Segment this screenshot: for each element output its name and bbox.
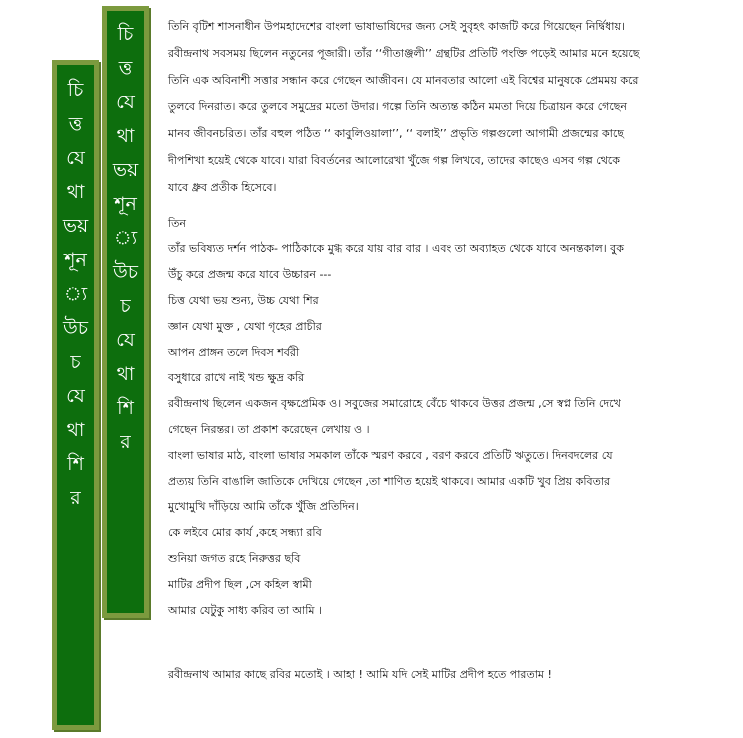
intro-line: রবীন্দ্রনাথ সবসময় ছিলেন নতুনের পূজারী। তাঁর ‘‘গীতাঞ্জলী’’ গ্রন্থটির প্রতিটি পংক্তি পড়েই আমার মনে হয়েছে [168, 46, 640, 60]
banner-glyph: চি [117, 23, 134, 45]
text-line: মাটির প্রদীপ ছিল ,সে কহিল স্বামী [168, 577, 312, 591]
banner-glyph: ত্ত [68, 113, 83, 135]
banner-glyph: যে [116, 91, 135, 113]
banner-glyph: থা [66, 181, 85, 203]
text-line: উঁচু করে প্রজন্ম করে যাবে উচ্চারন --- [168, 268, 332, 282]
banner-glyph: যে [66, 385, 85, 407]
text-line: বাংলা ভাষার মাঠ, বাংলা ভাষার সমকাল তাঁকে স্মরণ করবে , বরণ করবে প্রতিটি ঋতুতে। দিনবদলের যে [168, 448, 613, 462]
text-line: আপন প্রাঙ্গন তলে দিবস শর্বরী [168, 345, 300, 359]
banner-glyph: ্য [63, 283, 88, 305]
banner-glyph: ত্ত [118, 57, 133, 79]
banner-glyph: চি [67, 79, 84, 101]
intro-line: মানব জীবনচরিত। তাঁর বহুল পঠিত ‘‘ কাবুলিওয়ালা’’, ‘‘ বলাই’’ প্রভৃতি গল্পগুলো আগামী প্রজন্মের কাছে [168, 127, 624, 141]
text-line: গেছেন নিরন্তর। তা প্রকাশ করেছেন লেখায় ও । [168, 422, 370, 436]
banner-glyph: ভয় [62, 215, 89, 237]
text-line: প্রত্যয় তিনি বাঙালি জাতিকে দেখিয়ে গেছেন ,তা শাণিত হয়েই থাকবে। আমার একটি খুব প্রিয় কবিতার [168, 474, 611, 488]
intro-paragraph [168, 14, 728, 202]
text-line: রবীন্দ্রনাথ ছিলেন একজন বৃক্ষপ্রেমিক ও। সবুজের সমারোহে বেঁচে থাকবে উত্তর প্রজন্ম ,সে স্বপ্ন তিনি দেখে [168, 397, 621, 411]
banner-glyph: র [70, 487, 81, 509]
section-title: তিন [168, 216, 186, 230]
banner-glyph: শূন [114, 193, 137, 215]
banner-glyph: চ [70, 351, 81, 373]
intro-line: তিনি বৃটিশ শাসনাধীন উপমহাদেশের বাংলা ভাষাভাষিদের জন্য সেই সুবৃহৎ কাজটি করে গিয়েছেন নির্দ্বিধায়। [168, 20, 625, 33]
intro-line: দীপশিখা হয়েই থেকে যাবে। যারা বিবর্তনের আলোরেখা খুঁজে গল্প লিখবে, তাদের কাছেও এসব গল্প থেকে [168, 153, 620, 167]
banner-glyph: উচ [112, 261, 139, 283]
text-line: জ্ঞান যেথা মুক্ত , যেথা গৃহের প্রাচীর [168, 319, 322, 333]
text-line: মুখোমুখি দাঁড়িয়ে আমি তাঁকে খুঁজি প্রতিদিন। [168, 500, 359, 514]
text-line: কে লইবে মোর কার্য ,কহে সন্ধ্যা রবি [168, 526, 322, 540]
intro-line: যাবে ধ্রুব প্রতীক হিসেবে। [168, 180, 277, 194]
article-body [168, 14, 728, 623]
banner-glyph: শি [67, 453, 84, 475]
banner-glyph: যে [66, 147, 85, 169]
banner-glyph: থা [66, 419, 85, 441]
banner-glyph: থা [116, 363, 135, 385]
text-line: শুনিয়া জগত রহে নিরুত্তর ছবি [168, 551, 301, 565]
intro-line: তুলবে দিনরাত। করে তুলবে সমুদ্রের মতো উদার। গল্পে তিনি অত্যন্ত কঠিন মমতা দিয়ে চিত্রায়ন করে গেছেন [168, 100, 627, 114]
banner-glyph: উচ [62, 317, 89, 339]
text-line: বসুধারে রাখে নাই খন্ড ক্ষুদ্র করি [168, 371, 305, 385]
banner-glyph: শূন [64, 249, 87, 271]
text-line: চিত্ত যেথা ভয় শুন্য, উচ্চ যেথা শির [168, 293, 319, 307]
section-body [168, 236, 728, 623]
banner-glyph: শি [117, 397, 134, 419]
text-line: আমার যেটুকু সাধ্য করিব তা আমি । [168, 603, 322, 617]
banner-glyph: র [120, 431, 131, 453]
banner-glyph: ্য [113, 227, 138, 249]
banner-glyph: ভয় [112, 159, 139, 181]
banner-glyph: যে [116, 329, 135, 351]
left-vertical-banner [52, 60, 99, 730]
intro-line: তিনি এক অবিনাশী সত্তার সন্ধান করে গেছেন আজীবন। যে মানবতার আলো এই বিশ্বের মানুষকে প্রেমময় করে [168, 73, 639, 87]
banner-glyph: থা [116, 125, 135, 147]
closing-line: রবীন্দ্রনাথ আমার কাছে রবির মতোই । আহা ! আমি যদি সেই মাটির প্রদীপ হতে পারতাম ! [168, 668, 552, 681]
banner-glyph: চ [120, 295, 131, 317]
right-vertical-banner [102, 6, 149, 618]
text-line: তাঁর ভবিষ্যত দর্শন পাঠক- পাঠিকাকে মুগ্ধ করে যায় বার বার । এবং তা অব্যাহত থেকে যাবে অনন্তকাল। বুক [168, 242, 624, 256]
